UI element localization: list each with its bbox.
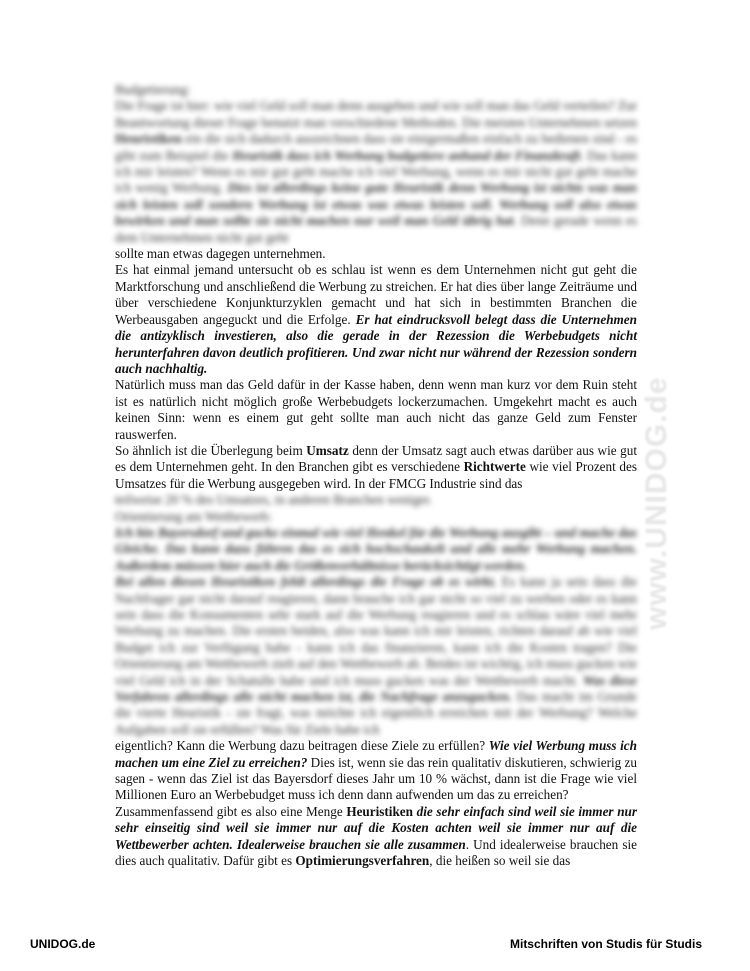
blurred-paragraph-middle: teilweise 20 % des Umsatzes, in anderen Branchen weniger. Orientierung am Wettbewerb: Ich bin Bayersdorf und gucke einmal wie viel Henkel für die Werbung ausgibt – und mache das Gleiche. Das kann dazu führen das es sich hochschaukelt und alle mehr Werbung machen. Außerdem müssen hier auch die Größenverhältnisse berücksichtigt werden. Bei allen diesen Heuristiken fehlt allerdings die Frage ob es wirkt. Es kann ja sein dass die Nachfrager gar nicht darauf reagieren, dann brauche ich gar nicht so viel zu werben oder es kann sein dass die Konsumenten sehr stark auf die Werbung reagieren und es schlau wäre viel mehr Werbung zu machen. Die ersten beiden, also was kann ich mir leisten, richten darauf ab wie viel Budget ich zur Verfügung habe - kann ich das finanzieren, kann ich die Kosten tragen? Die Orientierung am Wettbewerb zielt auf den Wettbewerb ab. Beides ist wichtig, ich muss gucken wie viel Geld ich in der Schatulle habe und ich muss gucken was der Wettbewerb macht. Was diese Verfahren allerdings alle nicht machen ist, die Nachfrage anzugucken. Das macht im Grunde die vierte Heuristik - sie fragt, was möchte ich eigentlich erreichen mit der Werbung? Welche Aufgaben soll sie erfüllen? Was für Ziele habe ich [115, 492, 638, 737]
section-heading-budgetierung: Budgetierung: [115, 82, 191, 97]
footer-tagline: Mitschriften von Studis für Studis [509, 937, 702, 951]
paragraph-continuation: sollte man etwas dagegen unternehmen. [115, 246, 326, 262]
paragraph-umsatz: So ähnlich ist die Überlegung beim Umsatz denn der Umsatz sagt auch etwas darüber aus wie gut es dem Unternehmen geht. In den Branchen gibt es verschiedene Richtwerte wie viel Prozent des Umsatzes für die Werbung ausgegeben wird. In der FMCG Industrie sind das [115, 442, 637, 491]
footer-site-name: UNIDOG.de [30, 937, 96, 951]
paragraph-antizyklisch: Es hat einmal jemand untersucht ob es schlau ist wenn es dem Unternehmen nicht gut geht die Marktforschung und anschließend die Werbung zu streichen. Er hat dies über lange Zeiträume und über verschiedene Konjunkturzyklen gemacht und hat sich in bestimmten Branchen die Werbeausgaben angeguckt und die Erfolge. Er hat eindrucksvoll belegt dass die Unternehmen die antizyklisch investieren, also die gerade in der Rezession die Werbebudgets nicht herunterfahren davon deutlich profitieren. Und zwar nicht nur während der Rezession sondern auch nachhaltig. [115, 262, 637, 376]
blurred-paragraph-top: Budgetierung: Die Frage ist hier: wie viel Geld soll man denn ausgeben und wie soll man das Geld verteilen? Zur Beantwortung dieser Frage benutzt man verschiedene Methoden. Die meisten Unternehmen setzen Heuristiken ein die sich dadurch auszeichnen dass sie einigermaßen einfach zu bedienen sind - es gibt zum Beispiel die Heuristik dass ich Werbung budgetiere anhand der Finanzkraft. Das kann ich mir leisten? Wenn es mir gut geht mache ich viel Werbung, wenn es mir nicht gut geht mache ich wenig Werbung. Dies ist allerdings keine gute Heuristik denn Werbung ist nichts was man sich leisten soll sondern Werbung ist etwas was etwas leisten soll. Werbung soll also etwas bewirken und man sollte sie nicht machen nur weil man Geld übrig hat. Denn gerade wenn es dem Unternehmen nicht gut geht [115, 82, 637, 245]
watermark: www.UNIDOG.de [640, 376, 673, 630]
paragraph-ziele: eigentlich? Kann die Werbung dazu beitragen diese Ziele zu erfüllen? Wie viel Werbung muss ich machen um eine Ziel zu erreichen? Dies ist, wenn sie das rein qualitativ diskutieren, schwierig zu sagen - wenn das Ziel ist das Bayersdorf dieses Jahr um 10 % wächst, dann ist die Frage wie viel Millionen Euro an Werbebudget muss ich denn dann aufwenden um das zu erreichen? [115, 738, 637, 803]
paragraph-kasse: Natürlich muss man das Geld dafür in der Kasse haben, denn wenn man kurz vor dem Ruin steht ist es natürlich nicht möglich große Werbebudgets lockerzumachen. Umgekehrt macht es auch keinen Sinn: wenn es einem gut geht sollte man auch nicht das ganze Geld zum Fenster rauswerfen. [115, 377, 637, 442]
section-heading-wettbewerb: Orientierung am Wettbewerb: [115, 508, 272, 524]
paragraph-zusammenfassend: Zusammenfassend gibt es also eine Menge Heuristiken die sehr einfach sind weil sie immer nur sehr einseitig sind weil sie immer nur auf die Kosten achten weil sie immer nur auf die Wettbewerber achten. Idealerweise brauchen sie alle zusammen. Und idealerweise brauchen sie dies auch qualitativ. Dafür gibt es Optimierungsverfahren, die heißen so weil sie das [115, 803, 637, 869]
document-body [115, 82, 637, 870]
